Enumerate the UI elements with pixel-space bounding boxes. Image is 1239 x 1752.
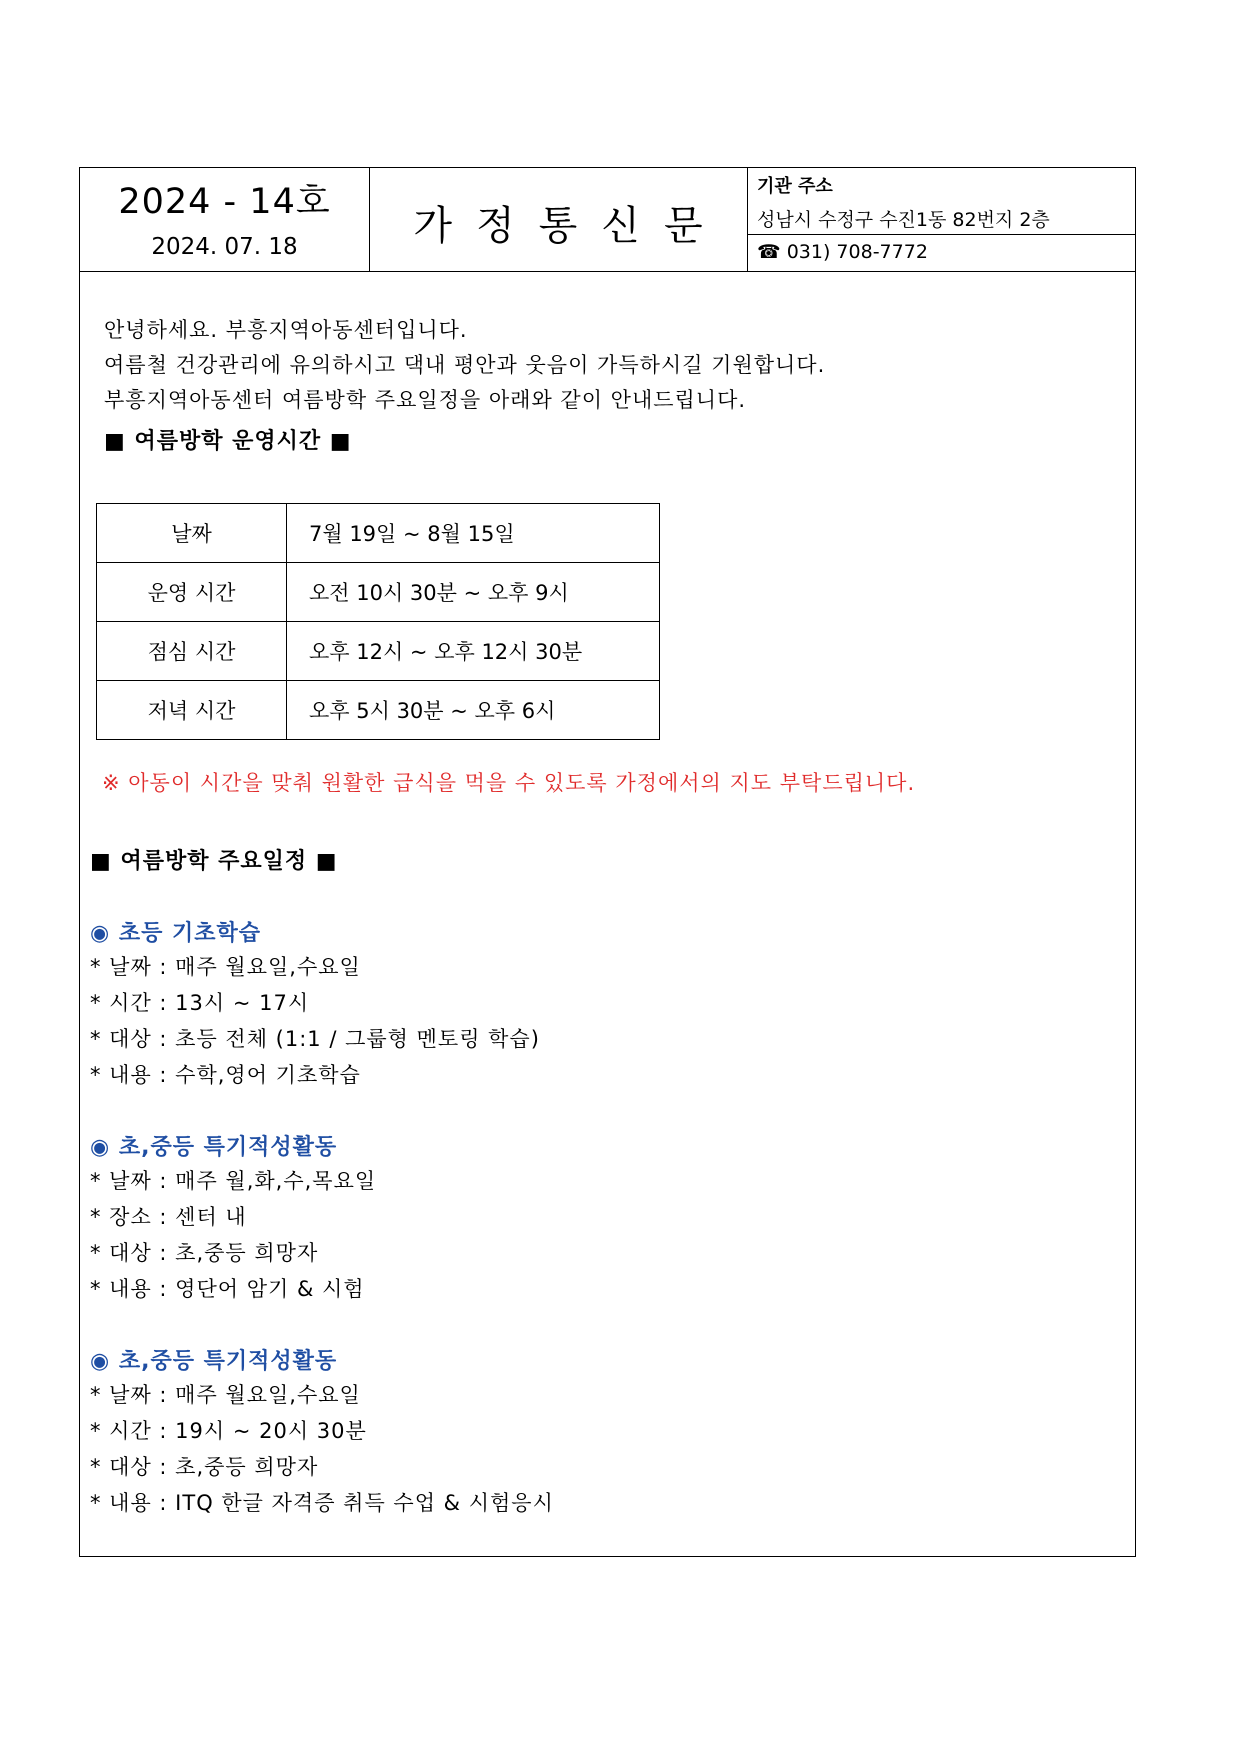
intro-line: 안녕하세요. 부흥지역아동센터입니다. [104, 318, 468, 342]
program-detail: * 내용 : ITQ 한글 자격증 취득 수업 & 시험응시 [90, 1491, 554, 1515]
program-detail: * 날짜 : 매주 월요일,수요일 [90, 1383, 361, 1407]
phone-number: 031) 708-7772 [786, 241, 928, 263]
newsletter-frame [79, 167, 1136, 1557]
hours-table [96, 503, 660, 740]
issue-cell [80, 168, 370, 271]
program-detail: * 대상 : 초등 전체 (1:1 / 그룹형 멘토링 학습) [90, 1027, 540, 1051]
hours-section-title: ■ 여름방학 운영시간 ■ [104, 429, 352, 454]
schedule-section-title: ■ 여름방학 주요일정 ■ [90, 849, 338, 874]
program-title: ◉ 초,중등 특기적성활동 [90, 1349, 338, 1374]
program-detail: * 장소 : 센터 내 [90, 1205, 247, 1229]
intro-line: 여름철 건강관리에 유의하시고 댁내 평안과 웃음이 가득하시길 기원합니다. [104, 353, 826, 377]
program-detail: * 날짜 : 매주 월요일,수요일 [90, 955, 361, 979]
document-title: 가정통신문 [413, 203, 727, 249]
table-row [97, 622, 660, 681]
program-detail: * 시간 : 13시 ~ 17시 [90, 991, 310, 1015]
program-detail: * 시간 : 19시 ~ 20시 30분 [90, 1419, 367, 1443]
program-detail: * 내용 : 수학,영어 기초학습 [90, 1063, 361, 1087]
title-cell [369, 168, 748, 271]
program-detail: * 내용 : 영단어 암기 & 시험 [90, 1277, 365, 1301]
program-detail: * 날짜 : 매주 월,화,수,목요일 [90, 1169, 377, 1193]
program-title: ◉ 초등 기초학습 [90, 921, 262, 946]
publication-date: 2024. 07. 18 [151, 234, 298, 260]
newsletter-header [80, 168, 1135, 272]
address-text: 성남시 수정구 수진1동 82번지 2층 [757, 209, 1050, 231]
contact-cell [747, 168, 1135, 271]
address-label: 기관 주소 [757, 176, 833, 197]
phone-line [757, 241, 928, 263]
program-detail: * 대상 : 초,중등 희망자 [90, 1455, 319, 1479]
row-label: 날짜 [97, 504, 287, 563]
row-label: 점심 시간 [97, 622, 287, 681]
intro-paragraph [104, 313, 825, 418]
table-row [97, 563, 660, 622]
row-value: 오전 10시 30분 ~ 오후 9시 [287, 563, 660, 622]
issue-number: 2024 - 14호 [118, 182, 331, 222]
program-title: ◉ 초,중등 특기적성활동 [90, 1135, 338, 1160]
row-value: 오후 5시 30분 ~ 오후 6시 [287, 681, 660, 740]
row-value: 7월 19일 ~ 8월 15일 [287, 504, 660, 563]
phone-icon: ☎ [757, 241, 781, 263]
row-value: 오후 12시 ~ 오후 12시 30분 [287, 622, 660, 681]
meal-notice: ※ 아동이 시간을 맞춰 원활한 급식을 먹을 수 있도록 가정에서의 지도 부탁드립니다. [102, 771, 916, 795]
table-row [97, 681, 660, 740]
row-label: 저녁 시간 [97, 681, 287, 740]
table-row [97, 504, 660, 563]
intro-line: 부흥지역아동센터 여름방학 주요일정을 아래와 같이 안내드립니다. [104, 388, 747, 412]
program-detail: * 대상 : 초,중등 희망자 [90, 1241, 319, 1265]
row-label: 운영 시간 [97, 563, 287, 622]
address-box [747, 168, 1135, 235]
